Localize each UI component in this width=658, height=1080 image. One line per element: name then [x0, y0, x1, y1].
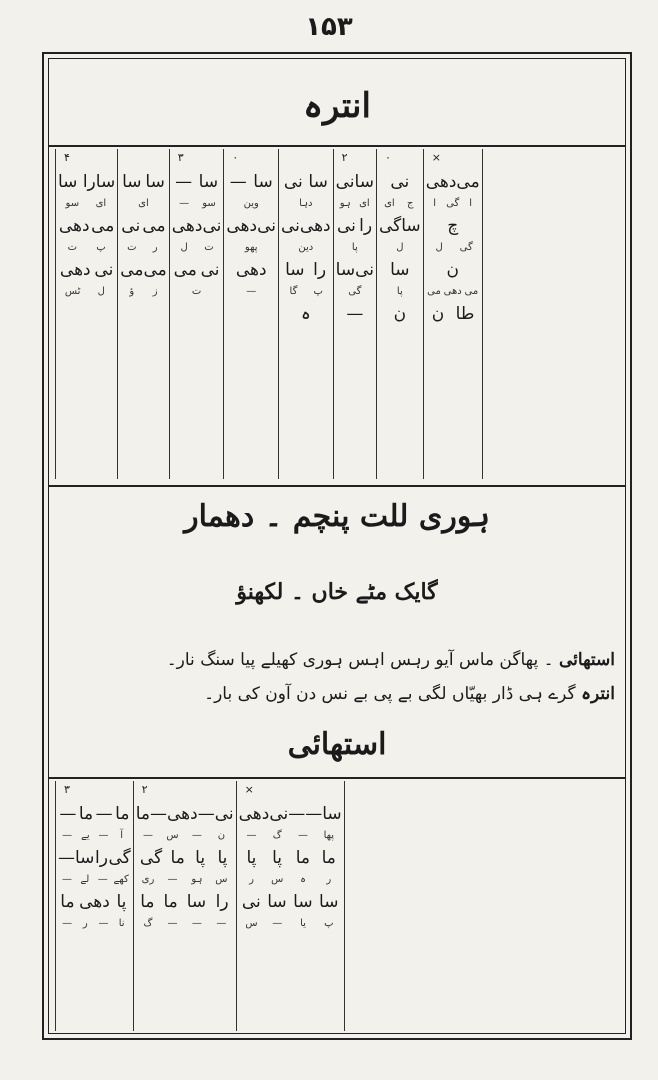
- antara-column: [169, 149, 224, 479]
- antara-note-line: [226, 299, 276, 329]
- antara-note-line: [226, 255, 276, 285]
- sthai-column-number: ۲: [141, 783, 148, 796]
- composition-title: ہوری للت پنچم ۔ دھمار: [184, 499, 490, 534]
- sthai-token: سا: [186, 892, 207, 912]
- antara-syllable-line: [281, 197, 331, 211]
- sthai-token: —: [98, 830, 109, 841]
- sthai-heading: استھائی: [287, 727, 387, 762]
- antara-token: سا: [354, 172, 374, 192]
- antara-token: [244, 299, 258, 329]
- antara-token: می: [142, 216, 166, 236]
- antara-token: پ: [313, 286, 323, 297]
- antara-token: —: [229, 172, 247, 192]
- antara-note-line: [120, 255, 167, 285]
- antara-syllable-line: [426, 241, 480, 255]
- sthai-token: دھی: [238, 804, 270, 824]
- antara-note-line: [281, 299, 331, 329]
- antara-token: نی: [390, 172, 410, 192]
- sthai-token: س: [166, 830, 179, 841]
- sthai-token: —: [288, 804, 306, 824]
- antara-note-line: [426, 255, 480, 285]
- antara-note-line: [379, 255, 421, 285]
- sthai-token: —: [59, 804, 77, 824]
- sthai-token: —: [272, 918, 283, 929]
- antara-syllable-line: [226, 197, 276, 211]
- antara-token: می: [464, 286, 479, 297]
- page-frame-inner: [48, 58, 626, 1034]
- antara-token: —: [179, 198, 190, 209]
- antara-token: پھو: [244, 242, 258, 253]
- sthai-token: نی: [241, 892, 261, 912]
- antara-token: سا: [198, 172, 219, 192]
- antara-note-line: [226, 211, 276, 241]
- antara-lyric-text: گرے ہی ڈار بھیّاں لگی بے پی بے نس دن آون کی بار۔: [204, 684, 576, 704]
- sthai-note-line: [58, 843, 131, 873]
- antara-token: سا: [95, 172, 116, 192]
- antara-note-line: [120, 167, 167, 197]
- sthai-column-number: ۳: [64, 783, 70, 796]
- antara-token: گا: [289, 286, 298, 297]
- antara-token: می: [427, 286, 441, 297]
- sthai-column: [56, 781, 134, 1031]
- antara-token: ل: [97, 286, 105, 297]
- antara-token: دھی: [59, 260, 91, 280]
- antara-token: سا: [401, 216, 421, 236]
- antara-token: ت: [191, 286, 202, 297]
- sthai-note-line: [58, 887, 131, 917]
- sthai-syllable-line: [58, 829, 131, 843]
- antara-token: می: [456, 172, 480, 192]
- sthai-token: پا: [246, 848, 257, 868]
- antara-token: نی: [200, 260, 220, 280]
- antara-column-number: ۳: [177, 151, 184, 164]
- sthai-token: —: [305, 804, 323, 824]
- sthai-token: س: [271, 874, 284, 885]
- sthai-column: [236, 781, 344, 1031]
- antara-token: نی: [335, 172, 355, 192]
- sthai-token: را: [94, 848, 108, 868]
- antara-syllable-line: [226, 285, 276, 299]
- composition-credit: گایک مٹے خاں ۔ لکھنؤ: [236, 579, 438, 605]
- sthai-token: ما: [140, 892, 155, 912]
- antara-token: سا: [253, 172, 273, 192]
- sthai-token: —: [197, 804, 215, 824]
- sthai-token: پا: [116, 892, 127, 912]
- antara-token: دہا: [299, 198, 313, 209]
- sthai-token: ما: [78, 804, 94, 824]
- sthai-token: آ: [120, 830, 124, 841]
- antara-syllable-line: [172, 241, 222, 255]
- sthai-token: —: [95, 804, 113, 824]
- antara-syllable-line: [226, 241, 276, 255]
- sthai-notation-table: [55, 781, 345, 1031]
- sthai-lyric-line: [167, 649, 615, 670]
- antara-token: ای: [138, 198, 149, 209]
- antara-token: سا: [285, 260, 305, 280]
- sthai-token: پا: [272, 848, 283, 868]
- sthai-token: یے: [80, 830, 90, 841]
- sthai-token: گ: [272, 830, 282, 841]
- sthai-token: نا: [118, 918, 125, 929]
- antara-column-number: [281, 149, 331, 167]
- antara-heading: انترہ: [303, 86, 371, 126]
- sthai-token: نی: [214, 804, 234, 824]
- sthai-token: —: [191, 918, 202, 929]
- sthai-token: گ: [143, 918, 153, 929]
- antara-token: گی: [459, 242, 473, 253]
- antara-token: را: [359, 216, 373, 236]
- antara-token: نی: [257, 216, 277, 236]
- sthai-syllable-line: [136, 829, 234, 843]
- sthai-syllable-line: [58, 917, 131, 931]
- antara-token: ل: [180, 242, 188, 253]
- antara-note-line: [281, 167, 331, 197]
- sthai-notation-row: [56, 781, 345, 1031]
- antara-syllable-line: [281, 241, 331, 255]
- antara-token: —: [175, 172, 193, 192]
- sthai-token: ما: [115, 804, 130, 824]
- sthai-syllable-line: [239, 829, 342, 843]
- sthai-token: ر: [82, 918, 88, 929]
- antara-token: ای: [384, 198, 395, 209]
- antara-token: ہ: [300, 304, 311, 324]
- antara-syllable-line: [58, 241, 115, 255]
- sthai-note-line: [239, 887, 342, 917]
- antara-token: ن: [446, 260, 459, 280]
- sthai-token: کھے: [113, 874, 129, 885]
- sthai-lyric-text: ۔ پھاگن ماس آیو رہس اہس ہوری کھیلے پیا سنگ نار۔: [166, 650, 554, 670]
- antara-column: [224, 149, 279, 479]
- sthai-token: پا: [195, 848, 206, 868]
- sthai-token: ما: [135, 804, 150, 824]
- antara-note-line: [281, 211, 331, 241]
- sthai-token: —: [150, 804, 167, 824]
- antara-lyric-line: [204, 683, 615, 704]
- antara-note-line: [58, 255, 115, 285]
- sthai-note-line: [136, 843, 234, 873]
- sthai-token: —: [191, 830, 202, 841]
- antara-token: [190, 299, 204, 329]
- antara-token: سو: [65, 198, 80, 209]
- antara-note-line: [120, 299, 167, 329]
- antara-syllable-line: [336, 285, 374, 299]
- antara-token: نی: [121, 216, 141, 236]
- antara-syllable-line: [172, 285, 222, 299]
- antara-token: پا: [396, 286, 403, 297]
- antara-token: پ: [96, 242, 106, 253]
- divider-bottom: [49, 777, 625, 779]
- antara-notation-row: [56, 149, 483, 479]
- antara-column-number: ۰: [384, 151, 391, 164]
- antara-token: —: [346, 304, 364, 324]
- sthai-token: ما: [170, 848, 185, 868]
- antara-token: سو: [202, 198, 216, 209]
- sthai-syllable-line: [136, 917, 234, 931]
- antara-column-number: ۰: [232, 151, 239, 164]
- antara-token: ؤ: [129, 286, 135, 297]
- sthai-token: —: [62, 830, 73, 841]
- antara-token: ز: [152, 286, 158, 297]
- antara-token: وین: [243, 198, 259, 209]
- sthai-syllable-line: [136, 873, 234, 887]
- antara-syllable-line: [172, 197, 222, 211]
- sthai-note-line: [239, 799, 342, 829]
- antara-token: ن: [393, 304, 407, 324]
- antara-syllable-line: [58, 285, 115, 299]
- antara-syllable-line: [120, 285, 167, 299]
- antara-syllable-line: [379, 285, 421, 299]
- sthai-token: گی: [139, 848, 163, 868]
- sthai-token: سا: [322, 804, 342, 824]
- antara-token: ا: [469, 198, 473, 209]
- antara-token: [80, 299, 94, 329]
- antara-token: ج: [407, 198, 414, 209]
- sthai-token: —: [246, 830, 257, 841]
- antara-token: ن: [431, 304, 445, 324]
- sthai-token: —: [167, 874, 178, 885]
- sthai-token: س: [215, 874, 228, 885]
- antara-column-number: ۴: [64, 151, 70, 164]
- sthai-token: نی: [269, 804, 289, 824]
- sthai-token: —: [62, 918, 73, 929]
- antara-token: طا: [455, 304, 475, 324]
- antara-token: گی: [378, 216, 402, 236]
- sthai-token: ر: [326, 874, 332, 885]
- antara-note-line: [336, 299, 374, 329]
- antara-token: می: [173, 260, 197, 280]
- antara-column: [333, 149, 376, 479]
- antara-token: دھی: [171, 216, 203, 236]
- sthai-token: ری: [141, 874, 155, 885]
- antara-token: نی: [202, 216, 222, 236]
- antara-note-line: [58, 167, 115, 197]
- sthai-token: ن: [217, 830, 226, 841]
- antara-note-line: [336, 211, 374, 241]
- divider-top: [49, 145, 625, 147]
- antara-syllable-line: [58, 197, 115, 211]
- sthai-token: ہو: [191, 874, 203, 885]
- antara-note-line: [379, 211, 421, 241]
- antara-syllable-line: [120, 241, 167, 255]
- antara-token: گی: [446, 198, 460, 209]
- antara-token: ت: [67, 242, 78, 253]
- antara-token: نی: [94, 260, 114, 280]
- antara-note-line: [336, 255, 374, 285]
- antara-token: گی: [348, 286, 362, 297]
- antara-column: [56, 149, 118, 479]
- sthai-note-line: [239, 843, 342, 873]
- antara-token: می: [91, 216, 115, 236]
- antara-column: [279, 149, 334, 479]
- antara-note-line: [120, 211, 167, 241]
- antara-token: را: [313, 260, 327, 280]
- antara-column-number: ×: [431, 151, 441, 164]
- antara-syllable-line: [426, 197, 480, 211]
- antara-token: [136, 299, 150, 329]
- sthai-lyric-label: استھائی: [558, 650, 615, 670]
- antara-token: سا: [308, 172, 328, 192]
- antara-token: سا: [335, 260, 356, 280]
- antara-token: ت: [127, 242, 137, 253]
- antara-note-line: [379, 167, 421, 197]
- sthai-token: ما: [60, 892, 75, 912]
- antara-column-number: [120, 149, 167, 167]
- sthai-syllable-line: [239, 873, 342, 887]
- antara-note-line: [281, 255, 331, 285]
- antara-note-line: [172, 299, 222, 329]
- antara-syllable-line: [379, 241, 421, 255]
- antara-token: —: [246, 286, 257, 297]
- antara-note-line: [172, 211, 222, 241]
- antara-note-line: [379, 299, 421, 329]
- antara-token: دھی: [235, 260, 267, 280]
- sthai-token: دھی: [79, 892, 110, 912]
- antara-token: ٹس: [64, 286, 81, 297]
- antara-token: ای: [95, 198, 107, 209]
- sthai-token: ما: [321, 848, 336, 868]
- antara-token: می: [143, 260, 167, 280]
- sthai-syllable-line: [58, 873, 131, 887]
- sthai-token: گی: [108, 848, 131, 868]
- sthai-token: —: [58, 848, 75, 868]
- antara-token: ا: [433, 198, 437, 209]
- sthai-token: س: [245, 918, 258, 929]
- sthai-token: —: [142, 830, 153, 841]
- antara-token: ل: [396, 242, 404, 253]
- antara-token: نی: [281, 216, 300, 236]
- antara-token: نی: [283, 172, 303, 192]
- antara-syllable-line: [336, 241, 374, 255]
- antara-token: ر: [152, 242, 158, 253]
- antara-token: دین: [298, 242, 314, 253]
- antara-column: [376, 149, 423, 479]
- antara-token: دھی: [443, 286, 462, 297]
- sthai-token: سا: [319, 892, 339, 912]
- antara-column-number: ۲: [341, 151, 348, 164]
- antara-token: سا: [122, 172, 142, 192]
- sthai-token: —: [97, 874, 108, 885]
- antara-token: پا: [351, 242, 358, 253]
- sthai-token: —: [216, 918, 227, 929]
- antara-token: ل: [435, 242, 443, 253]
- antara-token: ہو: [339, 198, 351, 209]
- antara-column: [423, 149, 482, 479]
- sthai-token: ما: [295, 848, 310, 868]
- sthai-token: سا: [293, 892, 313, 912]
- antara-note-line: [426, 211, 480, 241]
- sthai-token: را: [215, 892, 229, 912]
- sthai-token: پا: [217, 848, 228, 868]
- antara-syllable-line: [379, 197, 421, 211]
- sthai-column-number: ×: [244, 783, 254, 796]
- antara-note-line: [426, 299, 480, 329]
- sthai-note-line: [58, 799, 131, 829]
- antara-token: دھی: [226, 216, 258, 236]
- antara-syllable-line: [281, 285, 331, 299]
- antara-token: دھی: [299, 216, 331, 236]
- sthai-column: [133, 781, 236, 1031]
- sthai-token: پھا: [323, 830, 335, 841]
- antara-note-line: [172, 255, 222, 285]
- antara-column: [118, 149, 170, 479]
- antara-token: سا: [145, 172, 165, 192]
- antara-token: می: [120, 260, 144, 280]
- page-number: ۱۵۳: [305, 12, 353, 42]
- sthai-token: —: [61, 874, 72, 885]
- sthai-token: ما: [163, 892, 178, 912]
- antara-syllable-line: [120, 197, 167, 211]
- antara-token: ت: [204, 242, 214, 253]
- sthai-note-line: [136, 799, 234, 829]
- antara-token: ای: [359, 198, 370, 209]
- antara-lyric-label: انترہ: [581, 684, 615, 704]
- sthai-token: ہ: [300, 874, 306, 885]
- antara-note-line: [226, 167, 276, 197]
- sthai-token: سا: [75, 848, 95, 868]
- antara-token: نی: [337, 216, 356, 236]
- antara-note-line: [172, 167, 222, 197]
- antara-syllable-line: [336, 197, 374, 211]
- sthai-token: سا: [267, 892, 287, 912]
- sthai-token: —: [298, 830, 309, 841]
- antara-token: دھی: [425, 172, 457, 192]
- antara-token: دھی: [58, 216, 90, 236]
- antara-note-line: [58, 211, 115, 241]
- sthai-token: دھی: [167, 804, 198, 824]
- sthai-token: پ: [324, 918, 334, 929]
- antara-token: چ: [447, 216, 459, 236]
- sthai-note-line: [136, 887, 234, 917]
- sthai-token: —: [167, 918, 178, 929]
- antara-note-line: [426, 167, 480, 197]
- antara-note-line: [336, 167, 374, 197]
- antara-note-line: [58, 299, 115, 329]
- page-frame: [42, 52, 632, 1040]
- sthai-token: یا: [300, 918, 306, 929]
- sthai-token: —: [98, 918, 109, 929]
- antara-notation-table: [55, 149, 483, 479]
- sthai-token: لے: [80, 874, 90, 885]
- antara-token: نی: [355, 260, 374, 280]
- sthai-token: ر: [249, 874, 254, 885]
- antara-token: را سا: [58, 172, 96, 192]
- antara-token: سا: [390, 260, 410, 280]
- antara-syllable-line: [426, 285, 480, 299]
- divider-middle: [49, 485, 625, 487]
- sthai-syllable-line: [239, 917, 342, 931]
